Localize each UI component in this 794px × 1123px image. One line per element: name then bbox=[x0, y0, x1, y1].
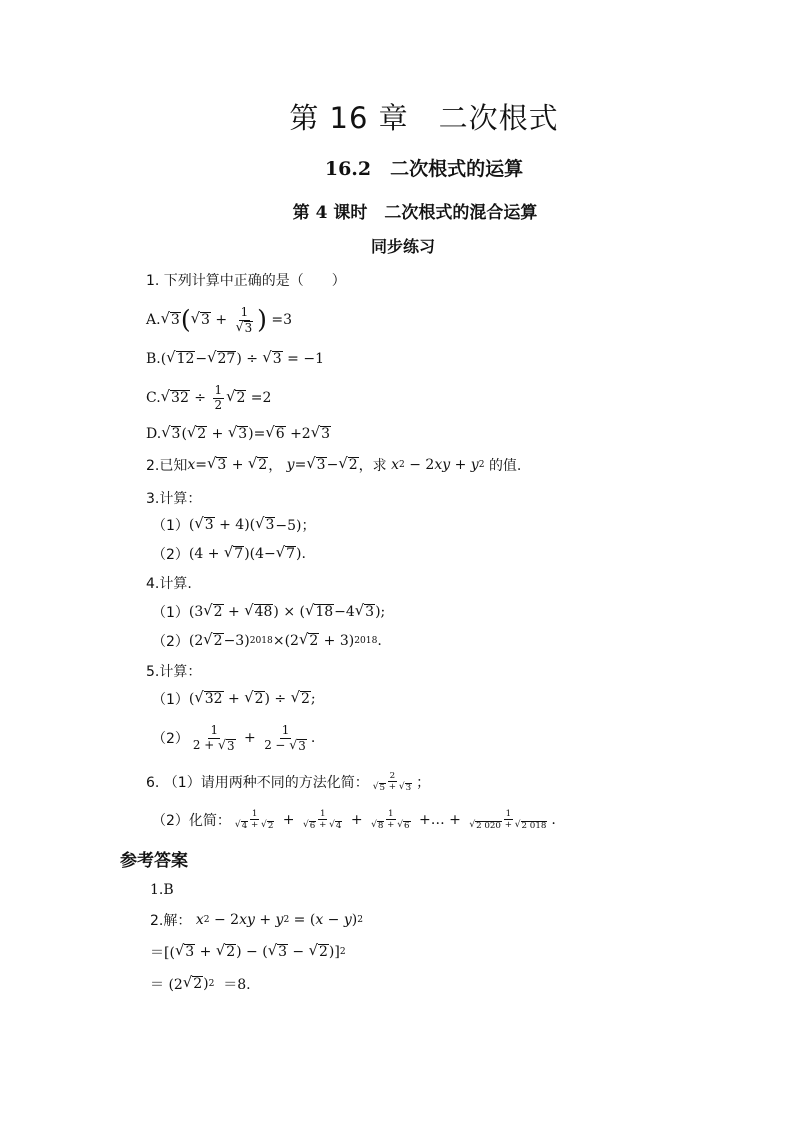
q2-line: 2.已知 x = √ 3 + √ 2 ， y = √ 3 − √ 2 ，求 x 2 − 2 xy + y 2 的值. bbox=[146, 455, 522, 474]
q5-stem: 5.计算： bbox=[146, 664, 202, 680]
q4-part-2: （2） (2 √ 2 −3) 2018 ×(2 √ 2 + 3) 2018 . bbox=[152, 631, 382, 650]
q1-option-a: A. √ 3 ( √ 3 + 1 √ 3 ) =3 bbox=[146, 304, 293, 335]
q1-option-d: D. √ 3 ( √ 2 + √ 3 )= √ 6 +2 √ 3 bbox=[146, 424, 330, 443]
answer-2-line-1: 2.解： x 2 − 2 xy + y 2 = ( x − y ) 2 bbox=[150, 912, 364, 929]
q3-part-1: （1） ( √ 3 + 4)( √ 3 −5)； bbox=[152, 515, 316, 534]
q3-part-2: （2） (4 + √ 7 )(4− √ 7 ). bbox=[152, 544, 306, 563]
q5-part-1: （1） ( √ 32 + √ 2 ) ÷ √ 2 ; bbox=[152, 689, 316, 708]
q4-stem: 4.计算. bbox=[146, 576, 192, 592]
section-title: 16.2 二次根式的运算 bbox=[324, 158, 524, 180]
q1-option-b: B. ( √ 12 − √ 27 ) ÷ √ 3 = −1 bbox=[146, 349, 324, 368]
q1-option-c: C. √ 32 ÷ $\frac{1}{2}$ √ 2 =2 bbox=[146, 382, 272, 412]
q3-stem: 3.计算： bbox=[146, 491, 202, 507]
q1-stem: 1. 下列计算中正确的是（ ） bbox=[146, 273, 346, 289]
answer-2-line-3: ＝ (2 √ 2 ) 2 ＝8. bbox=[150, 974, 251, 993]
chapter-title: 第 16 章 二次根式 bbox=[289, 101, 559, 135]
q4-part-1: （1） (3 √ 2 + √ 48 ) × ( √ 18 −4 √ 3 ); bbox=[152, 602, 386, 621]
answer-1: 1.B bbox=[150, 882, 174, 898]
q6-part-1: 6. （1）请用两种不同的方法化简： 2 √ 5 + √ 3 ； bbox=[146, 770, 431, 793]
answers-title: 参考答案 bbox=[120, 851, 188, 871]
q5-part-2: （2） 1 2 + √ 3 + 1 2 − √ 3 . bbox=[152, 722, 316, 753]
answer-2-line-2: ＝[( √ 3 + √ 2 ) − ( √ 3 − √ 2 )] 2 bbox=[150, 942, 346, 961]
exercise-subtitle: 同步练习 bbox=[370, 237, 435, 256]
lesson-title: 第 4 课时 二次根式的混合运算 bbox=[292, 203, 538, 223]
q6-part-2: （2）化简： 1 √ 4 + √ 2 + 1 √ 6 + √ 4 + 1 √ 8 + √ 6 +… + 1 √ 2 020 + √ 2 018 . bbox=[152, 808, 556, 831]
